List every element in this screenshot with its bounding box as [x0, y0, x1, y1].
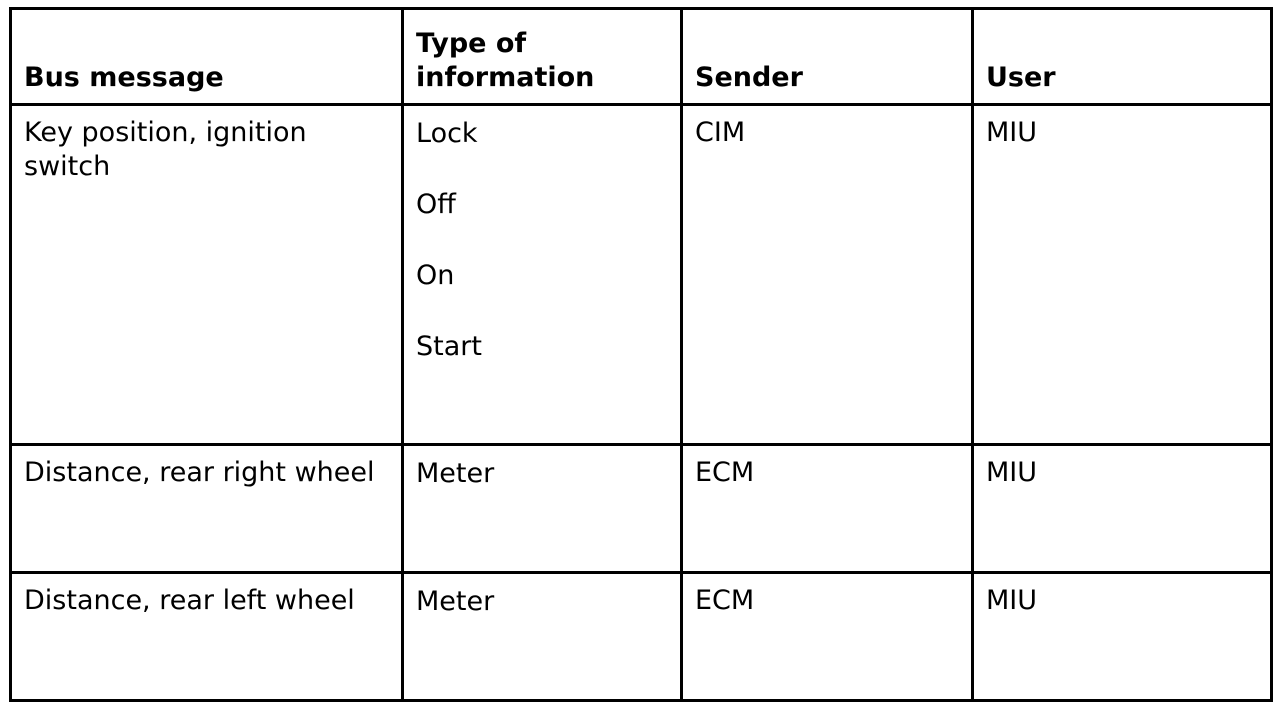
header-type-of-information: Type of information [403, 9, 682, 105]
header-row [11, 9, 1272, 105]
information-item: Meter [416, 458, 495, 489]
user-cell: MIU [973, 573, 1272, 701]
bus-message-cell: Distance, rear left wheel [11, 573, 403, 701]
header-bus-message: Bus message [11, 9, 403, 105]
bus-message-cell: Key position, ignition switch [11, 105, 403, 445]
header-user: User [973, 9, 1272, 105]
information-list [416, 116, 668, 365]
user-cell: MIU [973, 445, 1272, 573]
table-header [11, 9, 1272, 105]
bus-message-cell: Distance, rear right wheel [11, 445, 403, 573]
type-of-information-cell [403, 105, 682, 445]
sender-cell: ECM [682, 573, 973, 701]
table-body [11, 105, 1272, 701]
information-list [416, 584, 668, 620]
information-item: Lock [416, 118, 478, 149]
table-row [11, 445, 1272, 573]
table-row [11, 105, 1272, 445]
bus-message-table [9, 7, 1273, 702]
sender-cell: ECM [682, 445, 973, 573]
information-item: Start [416, 331, 482, 362]
user-cell: MIU [973, 105, 1272, 445]
header-sender: Sender [682, 9, 973, 105]
information-item: On [416, 260, 455, 291]
sender-cell: CIM [682, 105, 973, 445]
information-list [416, 456, 668, 492]
type-of-information-cell [403, 445, 682, 573]
table-row [11, 573, 1272, 701]
information-item: Meter [416, 586, 495, 617]
information-item: Off [416, 189, 456, 220]
type-of-information-cell [403, 573, 682, 701]
